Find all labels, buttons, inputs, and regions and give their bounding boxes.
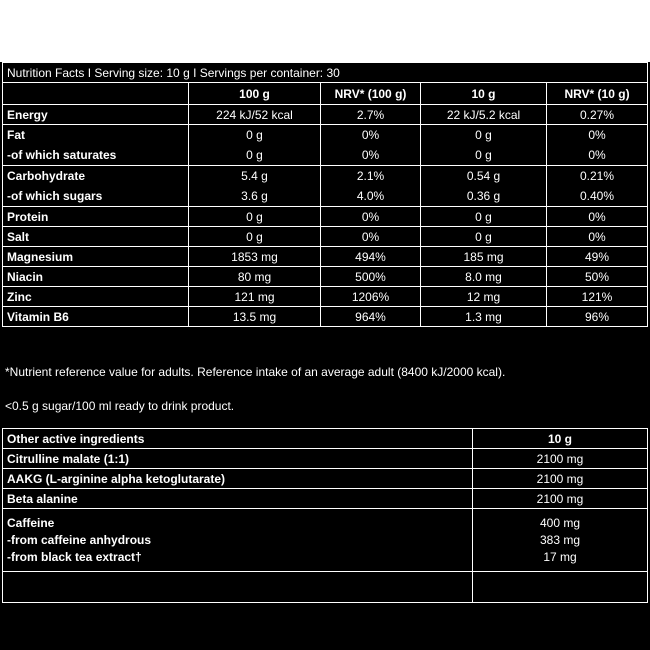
ingredient-name: Citrulline malate (1:1): [7, 451, 130, 466]
ingredient-name: -from caffeine anhydrous: [7, 532, 152, 547]
ingredient-amount: 2100 mg: [536, 491, 584, 506]
nutrient-value-cell: [189, 267, 321, 287]
nutrient-value-cell: [321, 287, 421, 307]
nutrient-value: 0%: [361, 229, 380, 244]
empty-cell: [3, 572, 473, 603]
ingredient-name-cell: [3, 489, 473, 509]
nutrient-value: 0 g: [475, 128, 492, 142]
nutrient-value: 0 g: [475, 229, 492, 244]
nutrient-value: 0%: [361, 128, 380, 142]
nutrition-footnote: *Nutrient reference value for adults. Reference intake of an average adult (8400 kJ/2000 kcal).: [5, 365, 506, 379]
nutrient-value: 8.0 mg: [465, 269, 502, 284]
ingredient-amount: 2100 mg: [536, 451, 584, 466]
nutrient-value: 50%: [585, 269, 610, 284]
nutrient-name: Protein: [7, 209, 49, 224]
nutrient-name-cell: [3, 247, 189, 267]
nutrient-value-cell: [421, 227, 547, 247]
nutrient-value: 80 mg: [237, 269, 272, 284]
nutrition-header-cell: 10 g: [421, 83, 547, 105]
active-row: [3, 469, 648, 489]
nutrient-value: 0%: [361, 209, 380, 224]
nutrition-row: [3, 247, 648, 267]
nutrient-value-cell: [547, 287, 648, 307]
nutrient-value-cell: [421, 267, 547, 287]
nutrient-value-cell: [189, 287, 321, 307]
nutrient-name: Zinc: [7, 289, 32, 304]
nutrient-value: 5.4 g: [241, 169, 268, 183]
nutrition-row: [3, 267, 648, 287]
nutrient-name: Salt: [7, 229, 30, 244]
nutrient-value-cell: [189, 307, 321, 327]
top-margin: [0, 0, 650, 62]
nutrition-header-cell: NRV* (10 g): [547, 83, 648, 105]
ingredient-amount: 17 mg: [543, 549, 577, 564]
nutrient-value-cell: [547, 125, 648, 166]
nutrient-value: 121%: [581, 289, 613, 304]
nutrition-header-cell: [3, 83, 189, 105]
nutrient-name: Fat: [7, 128, 25, 142]
nutrient-value: 1206%: [351, 289, 390, 304]
nutrient-value-cell: [547, 307, 648, 327]
active-header-cell: 10 g: [473, 429, 648, 449]
ingredient-name: -from black tea extract†: [7, 549, 142, 564]
nutrient-name-cell: [3, 287, 189, 307]
nutrient-value: 0%: [361, 148, 380, 162]
nutrient-value-cell: [321, 227, 421, 247]
nutrient-name: -of which sugars: [7, 189, 103, 203]
nutrient-value-cell: [421, 287, 547, 307]
nutrient-value-cell: [189, 247, 321, 267]
nutrient-value-cell: [321, 166, 421, 207]
ingredient-amount: 383 mg: [539, 532, 581, 547]
nutrient-value-cell: [189, 227, 321, 247]
nutrient-name: Vitamin B6: [7, 309, 69, 324]
ingredient-amount: 2100 mg: [536, 471, 584, 486]
nutrition-row: [3, 125, 648, 166]
nutrient-value: 49%: [585, 249, 610, 264]
nutrient-name: Magnesium: [7, 249, 74, 264]
nutrient-name-cell: [3, 207, 189, 227]
nutrient-value-cell: [421, 125, 547, 166]
nutrition-row: [3, 307, 648, 327]
nutrient-value-cell: [321, 207, 421, 227]
nutrient-value: 12 mg: [466, 289, 501, 304]
empty-cell: [473, 572, 648, 603]
ingredient-amount-cell: [473, 449, 648, 469]
ingredient-amount-cell: [473, 469, 648, 489]
nutrition-row: [3, 207, 648, 227]
nutrition-row: [3, 105, 648, 125]
ingredient-amount-cell: [473, 509, 648, 572]
nutrient-value: 4.0%: [356, 189, 385, 203]
nutrient-value: 22 kJ/5.2 kcal: [446, 107, 521, 122]
nutrient-value-cell: [547, 105, 648, 125]
nutrition-row: [3, 287, 648, 307]
active-row: [3, 509, 648, 572]
active-row: [3, 449, 648, 469]
nutrient-value: 224 kJ/52 kcal: [216, 107, 293, 122]
nutrient-value: 0.27%: [580, 107, 615, 122]
nutrient-value-cell: [547, 267, 648, 287]
nutrient-value: 121 mg: [234, 289, 275, 304]
sugar-note: <0.5 g sugar/100 ml ready to drink product.: [5, 399, 235, 413]
nutrient-value-cell: [547, 227, 648, 247]
nutrient-value: 0 g: [475, 148, 492, 162]
ingredient-name-cell: [3, 509, 473, 572]
nutrient-value: 0 g: [475, 209, 492, 224]
active-header-cell: Other active ingredients: [3, 429, 473, 449]
nutrient-value-cell: [547, 207, 648, 227]
nutrient-value: 2.1%: [356, 169, 385, 183]
nutrition-header-cell: NRV* (100 g): [321, 83, 421, 105]
nutrient-value-cell: [189, 105, 321, 125]
nutrient-name-cell: [3, 105, 189, 125]
nutrient-value: 2.7%: [356, 107, 385, 122]
nutrient-name-cell: [3, 267, 189, 287]
active-header-row: [3, 429, 648, 449]
nutrient-value-cell: [189, 125, 321, 166]
nutrient-value-cell: [421, 307, 547, 327]
nutrient-value: 13.5 mg: [232, 309, 277, 324]
nutrition-title: Nutrition Facts I Serving size: 10 g I Servings per container: 30: [3, 63, 648, 83]
nutrient-value: 96%: [585, 309, 610, 324]
ingredient-name: Beta alanine: [7, 491, 78, 506]
nutrient-value: 0.36 g: [466, 189, 501, 203]
nutrient-value-cell: [421, 105, 547, 125]
nutrition-row: [3, 227, 648, 247]
nutrient-name: Carbohydrate: [7, 169, 86, 183]
nutrient-value-cell: [421, 247, 547, 267]
nutrient-value-cell: [321, 267, 421, 287]
nutrient-value: 0 g: [246, 128, 263, 142]
nutrient-value: 0%: [588, 209, 606, 224]
nutrition-header-cell: 100 g: [189, 83, 321, 105]
nutrient-value: 3.6 g: [241, 189, 268, 203]
nutrition-header-row: [3, 83, 648, 105]
ingredient-name-cell: [3, 449, 473, 469]
nutrition-row: [3, 166, 648, 207]
nutrient-value: 0%: [588, 128, 606, 142]
nutrient-name: Niacin: [7, 269, 44, 284]
nutrient-value: 185 mg: [463, 249, 504, 264]
nutrient-value: 0.21%: [580, 169, 615, 183]
nutrient-value-cell: [321, 105, 421, 125]
active-row: [3, 489, 648, 509]
nutrient-value-cell: [321, 307, 421, 327]
nutrient-value: 964%: [355, 309, 386, 324]
nutrient-name-cell: [3, 227, 189, 247]
ingredient-name: AAKG (L-arginine alpha ketoglutarate): [7, 471, 226, 486]
nutrient-value: 1853 mg: [231, 249, 278, 264]
nutrient-value-cell: [421, 207, 547, 227]
nutrient-value: 0.54 g: [466, 169, 501, 183]
nutrient-value: 0%: [588, 148, 606, 162]
nutrition-facts-table: [2, 62, 648, 327]
nutrient-value: 0 g: [246, 148, 263, 162]
nutrient-name-cell: [3, 307, 189, 327]
nutrient-value: 0 g: [246, 229, 263, 244]
ingredient-name-cell: [3, 469, 473, 489]
ingredient-amount-cell: [473, 489, 648, 509]
active-empty-row: [3, 572, 648, 603]
nutrient-value: 494%: [355, 249, 386, 264]
nutrient-value-cell: [321, 247, 421, 267]
nutrient-value: 1.3 mg: [465, 309, 502, 324]
nutrient-name: Energy: [7, 107, 48, 122]
nutrient-value-cell: [189, 166, 321, 207]
nutrient-name-cell: [3, 125, 189, 166]
nutrient-name-cell: [3, 166, 189, 207]
nutrient-value-cell: [321, 125, 421, 166]
active-ingredients-table: [2, 428, 648, 603]
nutrient-value-cell: [421, 166, 547, 207]
ingredient-amount: 400 mg: [539, 515, 581, 530]
nutrient-value-cell: [547, 247, 648, 267]
nutrient-name: -of which saturates: [7, 148, 117, 162]
nutrient-value: 0 g: [246, 209, 263, 224]
ingredient-name: Caffeine: [7, 515, 55, 530]
nutrient-value: 0.40%: [580, 189, 615, 203]
nutrient-value: 500%: [355, 269, 386, 284]
nutrient-value: 0%: [588, 229, 606, 244]
nutrient-value-cell: [547, 166, 648, 207]
nutrient-value-cell: [189, 207, 321, 227]
